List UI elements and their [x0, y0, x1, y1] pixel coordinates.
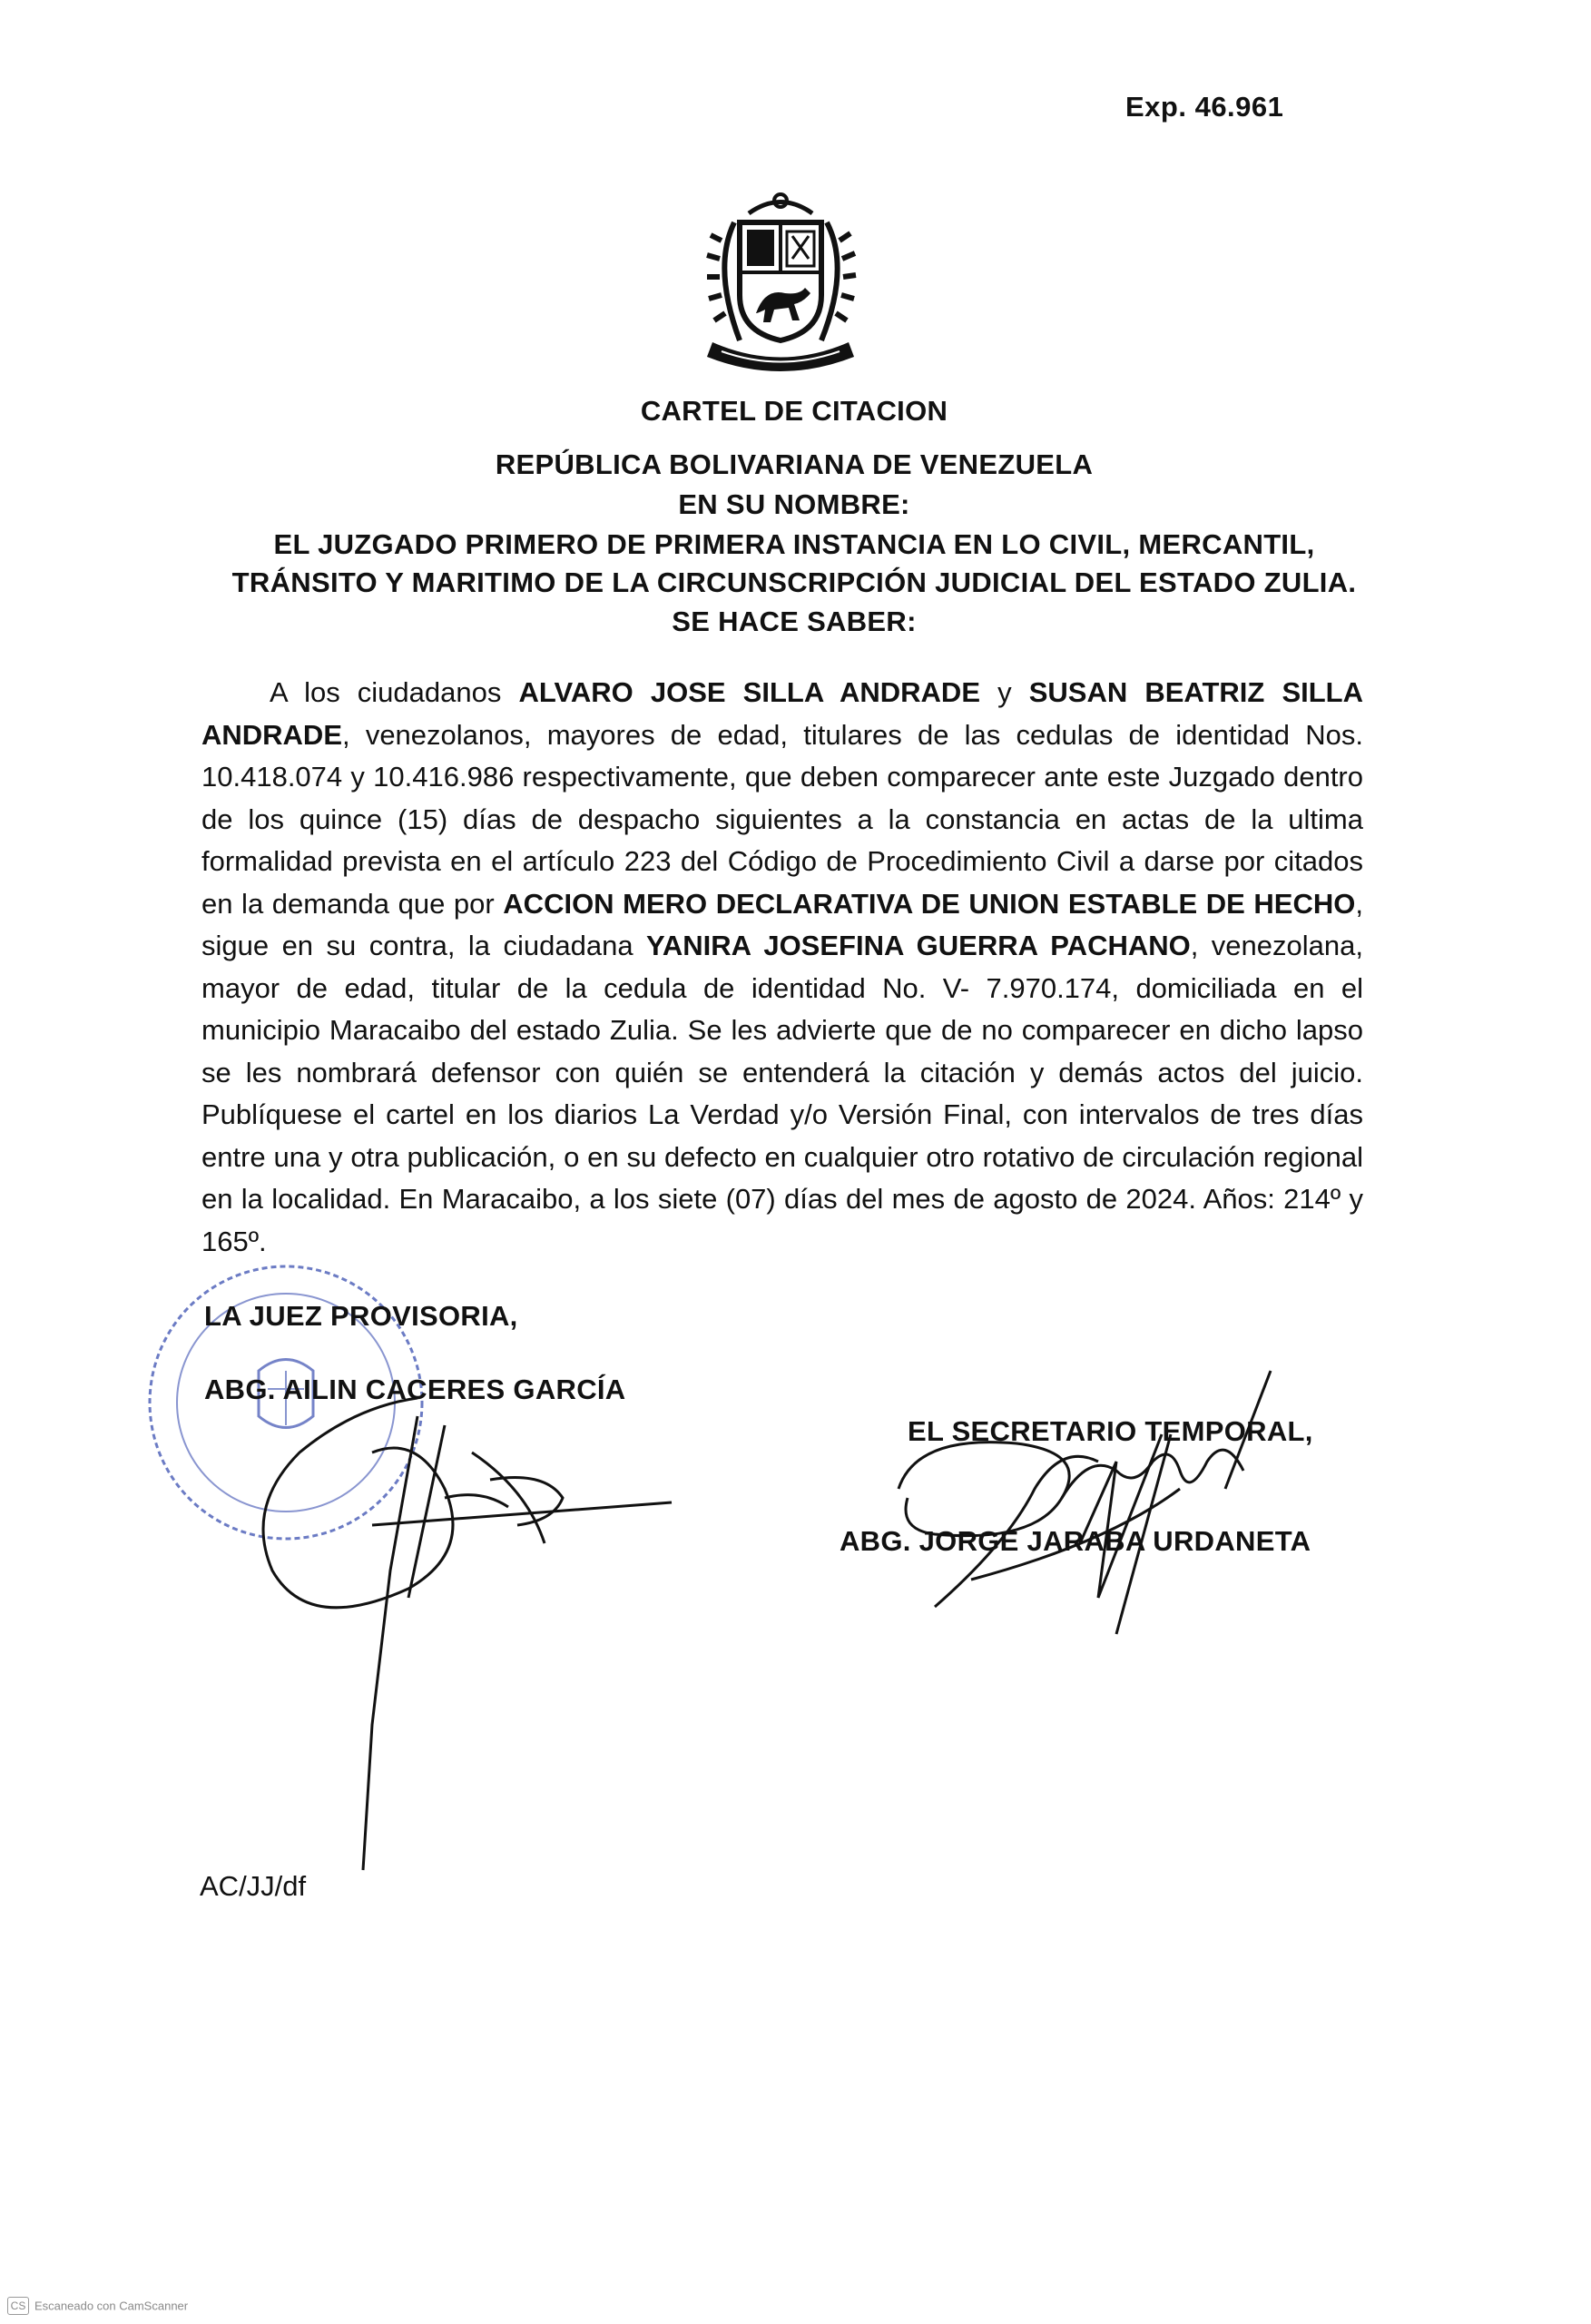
secretary-name: ABG. JORGE JARABA URDANETA: [840, 1525, 1311, 1557]
body-text-1: A los ciudadanos: [270, 676, 519, 708]
heading-court-line1: EL JUZGADO PRIMERO DE PRIMERA INSTANCIA EN LO CIVIL, MERCANTIL,: [273, 528, 1315, 560]
judge-signature: [145, 1271, 690, 1961]
plaintiff-name: YANIRA JOSEFINA GUERRA PACHANO: [646, 930, 1191, 961]
action-type: ACCION MERO DECLARATIVA DE UNION ESTABLE DE HECHO: [503, 887, 1356, 920]
defendant-name-2: SUSAN BEATRIZ SILLA ANDRADE: [201, 676, 1363, 751]
heading-republic: REPÚBLICA BOLIVARIANA DE VENEZUELA: [495, 448, 1094, 480]
document-initials: AC/JJ/df: [200, 1870, 307, 1902]
secretary-title: EL SECRETARIO TEMPORAL,: [908, 1415, 1313, 1447]
coat-of-arms-icon: [694, 186, 867, 377]
citation-body: [201, 672, 1363, 1263]
judge-title: LA JUEZ PROVISORIA,: [204, 1300, 518, 1332]
body-text-4: , sigue en su contra, la ciudadana: [201, 887, 1363, 961]
camscanner-icon: CS: [7, 2297, 29, 2315]
heading-court-line2: TRÁNSITO Y MARITIMO DE LA CIRCUNSCRIPCIÓN JUDICIAL DEL ESTADO ZULIA.: [231, 566, 1357, 598]
body-text-3: , venezolanos, mayores de edad, titulares de las cedulas de identidad Nos. 10.418.074 y 10.416.986 respectivamente, que deben comparecer ante este Juzgado dentro de los quince (15) días de despacho siguientes a la constancia en actas de la ultima formalidad prevista en el artículo 223 del Código de Procedimiento Civil a darse por citados en la demanda que por: [201, 718, 1363, 920]
body-text-2: y: [980, 676, 1029, 708]
defendant-name-1: ALVARO JOSE SILLA ANDRADE: [518, 676, 981, 708]
expediente-number: Exp. 46.961: [1125, 91, 1284, 123]
judge-name: ABG. AILIN CACERES GARCÍA: [204, 1374, 626, 1405]
document-title: CARTEL DE CITACION: [640, 395, 948, 427]
heading-en-su-nombre: EN SU NOMBRE:: [678, 488, 910, 520]
scanner-watermark: [7, 2297, 188, 2315]
secretary-signature: [880, 1362, 1316, 1670]
body-text-5: , venezolana, mayor de edad, titular de la cedula de identidad No. V- 7.970.174, domiciliada en el municipio Maracaibo del estado Zulia. Se les advierte que de no comparecer en dicho lapso se les nombrará defensor con quién se entenderá la citación y demás actos del juicio. Publíquese el cartel en los diarios La Verdad y/o Versión Final, con intervalos de tres días entre una y otra publicación, o en su defecto en cualquier otro rotativo de circulación regional en la localidad. En Maracaibo, a los siete (07) días del mes de agosto de 2024. Años: 214º y 165º.: [201, 930, 1363, 1257]
scanner-text: Escaneado con CamScanner: [34, 2299, 189, 2313]
heading-se-hace-saber: SE HACE SABER:: [672, 606, 917, 637]
